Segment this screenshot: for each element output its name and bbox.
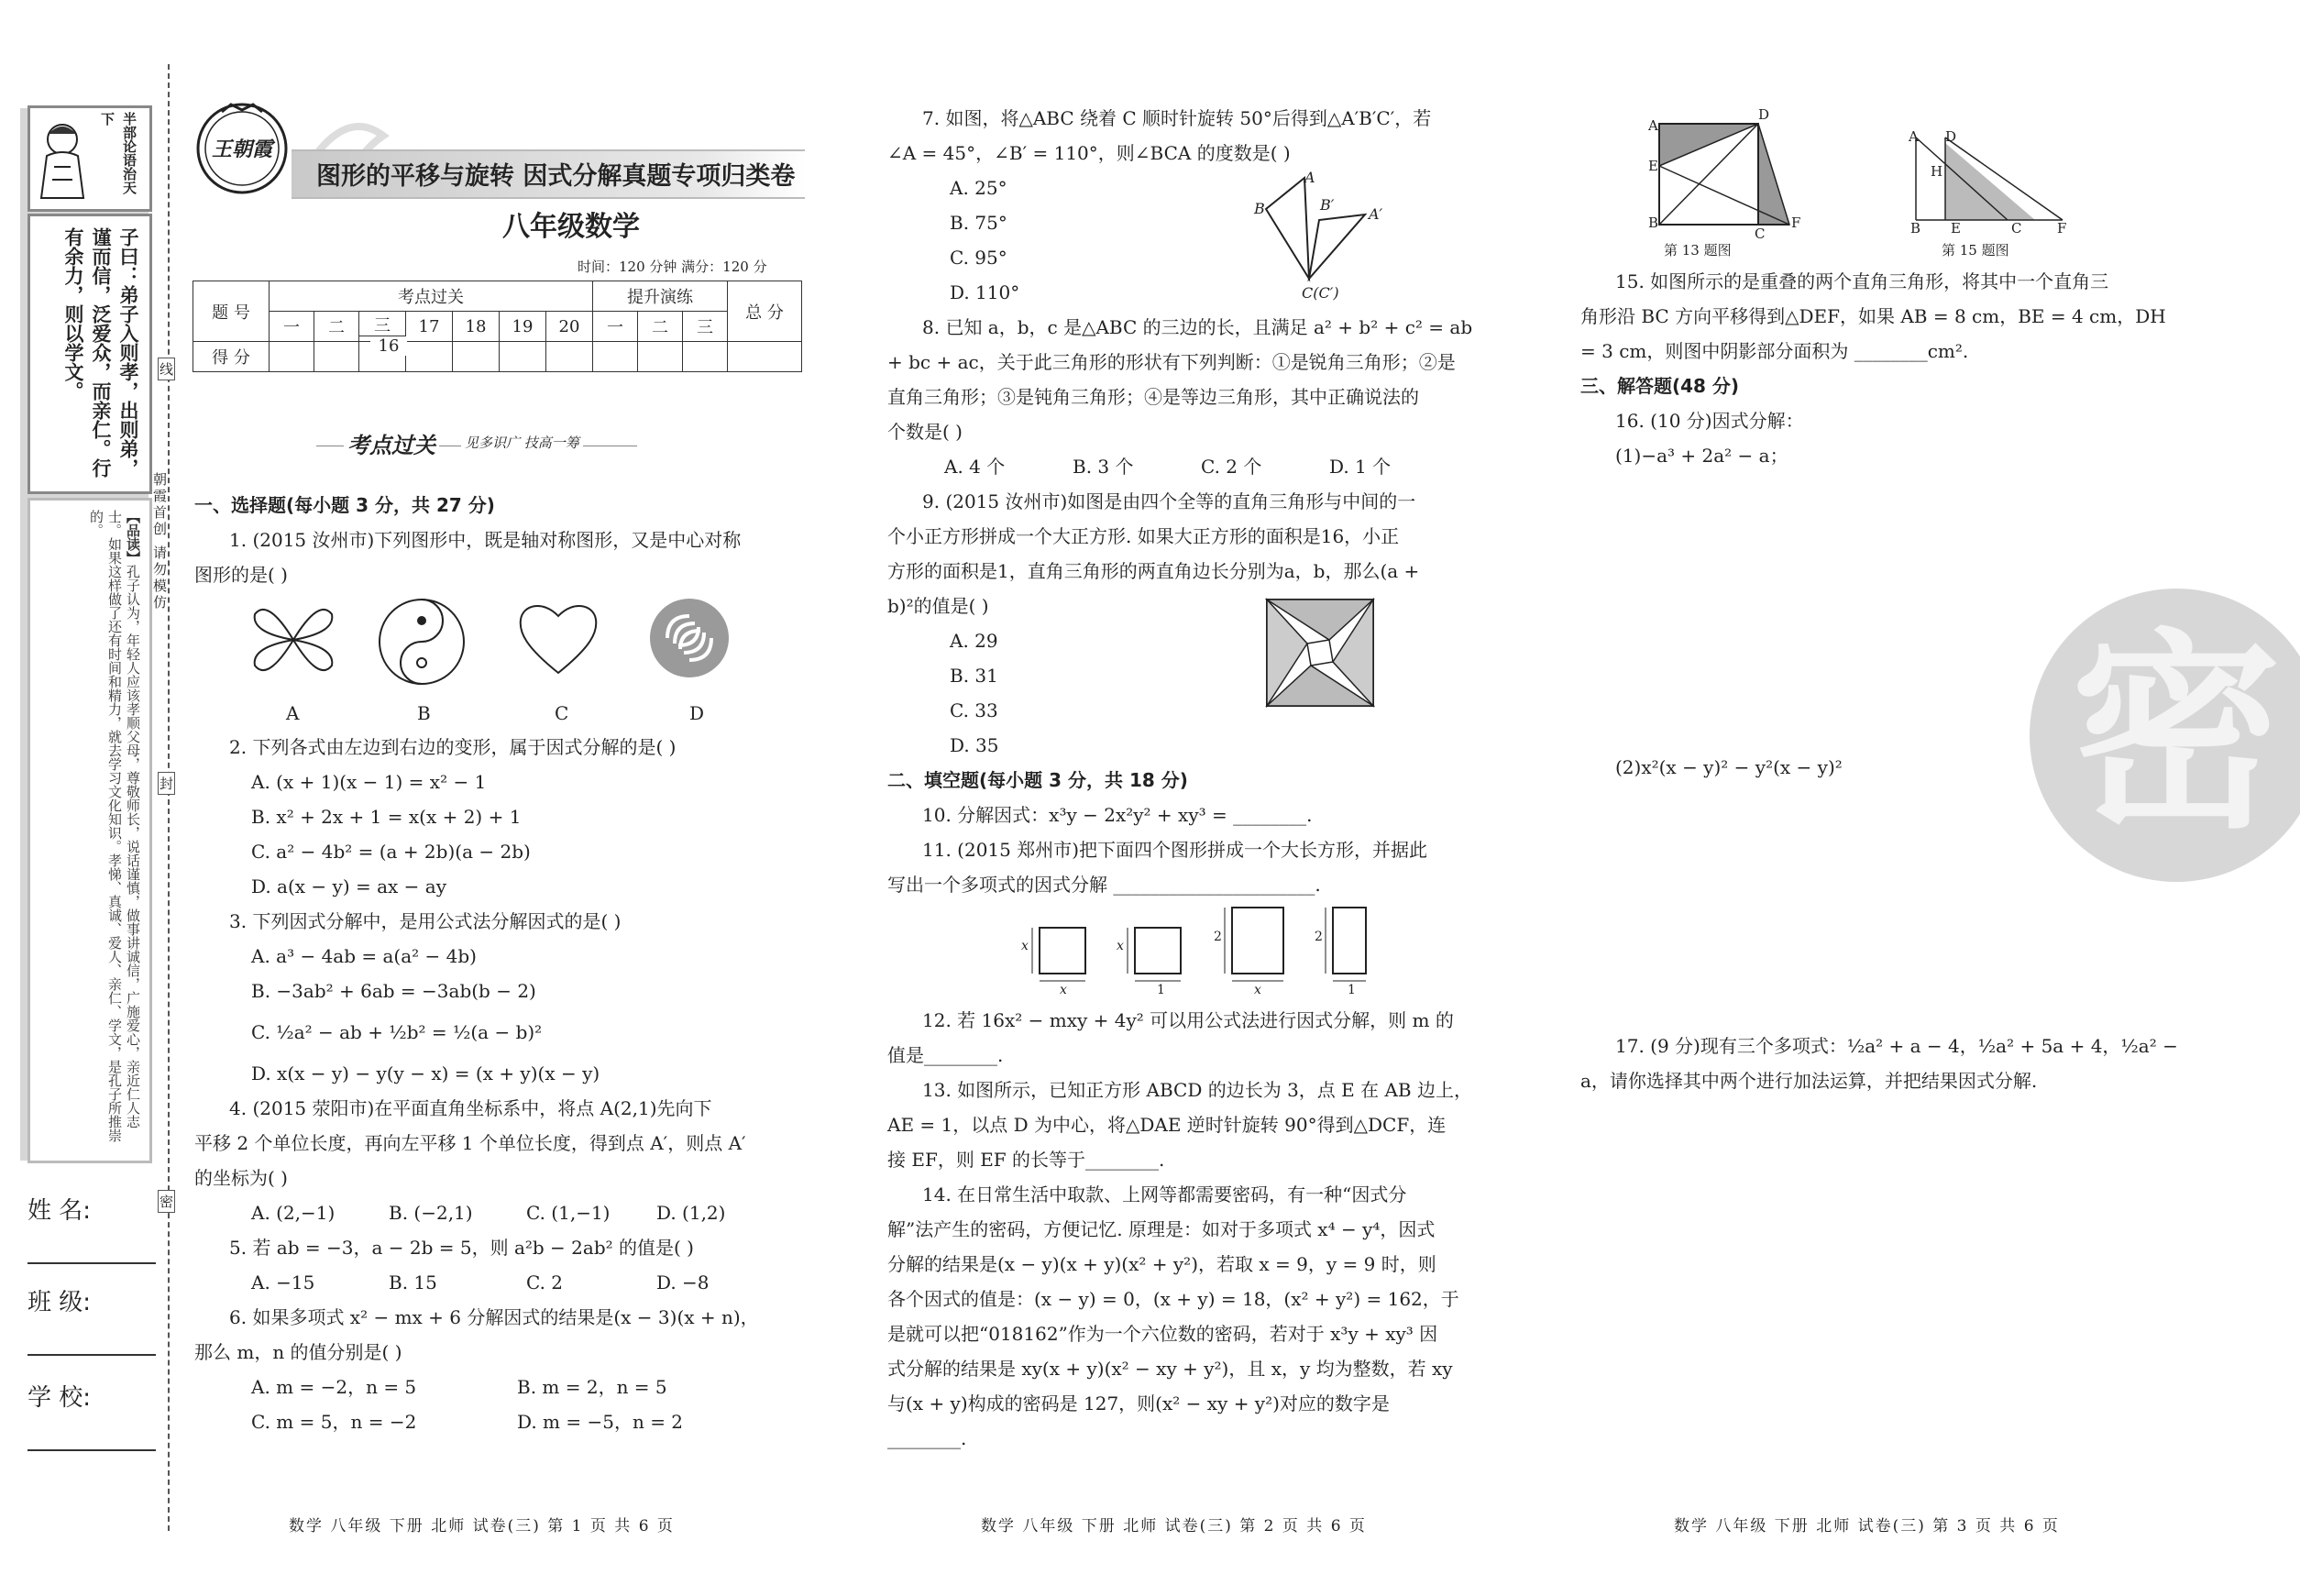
q2-option-c: C. a² − 4b² = (a + 2b)(a − 2b) — [251, 841, 531, 863]
q3-stem: 3. 下列因式分解中，是用公式法分解因式的是( ) — [229, 910, 622, 932]
q6-option-a: A. m = −2，n = 5 — [251, 1376, 417, 1398]
q1-label-d: D — [689, 702, 705, 724]
q15-line3: = 3 cm，则图中阴影部分面积为 ________cm². — [1580, 340, 1969, 362]
q9-block — [887, 623, 1511, 763]
q7-option-b: B. 75° — [950, 212, 1007, 234]
subject-title: 八年级数学 — [502, 211, 640, 243]
q10-stem: 10. 分解因式：x³y − 2x²y² + xy³ = ________. — [922, 804, 1313, 826]
q16-stem: 16. (10 分)因式分解： — [1615, 410, 1804, 432]
score-cell[interactable] — [728, 342, 802, 372]
q6-option-b: B. m = 2，n = 5 — [517, 1376, 667, 1398]
name-field[interactable] — [28, 1192, 160, 1283]
quote-box — [28, 214, 152, 494]
page1-footer: 数学 八年级 下册 北师 试卷(三) 第 1 页 共 6 页 — [289, 1517, 675, 1535]
col-18: 19 — [500, 312, 546, 342]
score-cell[interactable] — [314, 342, 359, 372]
q7-block — [887, 171, 1511, 310]
q7-line1: 7. 如图，将△ABC 绕着 C 顺时针旋转 50°后得到△A′B′C′，若 — [922, 107, 1432, 129]
q7-label-a-prime: A′ — [1369, 205, 1383, 223]
pindu-body: 孔子认为，年轻人应该孝顺父母，尊敬师长，说话谨慎，做事讲诚信，广施爱心，亲近仁人志士。如果这样做了还有时间和精力，就去学习文化知识。孝悌、真诚、爱人、亲仁、学文，是孔子所推崇的。 — [88, 510, 141, 1142]
q1-label-c: C — [555, 702, 569, 724]
q7-option-c: C. 95° — [950, 247, 1007, 269]
q16-part2: (2)x²(x − y)² − y²(x − y)² — [1615, 756, 1843, 778]
q2-option-b: B. x² + 2x + 1 = x(x + 2) + 1 — [251, 806, 522, 828]
fig15-label-a: A — [1909, 128, 1919, 145]
q14-line1: 14. 在日常生活中取款、上网等都需要密码，有一种“因式分 — [922, 1183, 1407, 1205]
fig13-label-d: D — [1758, 106, 1770, 123]
col-16-fixed: 16 — [370, 336, 407, 356]
q7-line2: ∠A = 45°，∠B′ = 110°，则∠BCA 的度数是( ) — [887, 142, 1291, 164]
q7-label-a: A — [1304, 169, 1315, 186]
col-t2: 二 — [638, 312, 683, 342]
q11-figures — [887, 902, 1511, 1003]
pindu-text — [87, 510, 142, 1151]
score-cell[interactable] — [406, 342, 453, 372]
q4-line3: 的坐标为( ) — [194, 1167, 288, 1189]
q4-options — [194, 1195, 818, 1230]
seal-mark-feng: 封 — [158, 772, 175, 795]
q15-line1: 15. 如图所示的是重叠的两个直角三角形，将其中一个直角三 — [1615, 270, 2109, 292]
col-2: 二 — [314, 312, 359, 342]
score-cell[interactable] — [683, 342, 728, 372]
q14-line2: 解”法产生的密码，方便记忆. 原理是：如对于多项式 x⁴ − y⁴，因式 — [887, 1218, 1436, 1240]
q6-options-row1 — [194, 1370, 818, 1404]
fig13-label-b: B — [1648, 215, 1659, 231]
score-cell[interactable] — [500, 342, 546, 372]
q12-line2: 值是________. — [887, 1044, 1004, 1066]
school-field[interactable] — [28, 1379, 160, 1474]
q8-option-d: D. 1 个 — [1329, 456, 1392, 478]
q2-stem: 2. 下列各式由左边到右边的变形，属于因式分解的是( ) — [229, 736, 677, 758]
q1-fig-a-petals-icon — [249, 596, 337, 684]
q3-option-a: A. a³ − 4ab = a(a² − 4b) — [251, 945, 477, 967]
fig13-label-a: A — [1648, 117, 1658, 134]
q1-figures — [249, 592, 818, 702]
q6-line1: 6. 如果多项式 x² − mx + 6 分解因式的结果是(x − 3)(x + n)， — [229, 1306, 759, 1328]
q11-label-1: x — [1021, 939, 1029, 953]
col-1: 一 — [270, 312, 314, 342]
section3-heading: 三、解答题(48 分) — [1580, 375, 1740, 397]
score-table — [193, 281, 802, 372]
q14-line3: 分解的结果是(x − y)(x + y)(x² + y²)，若取 x = 9，y = 9 时，则 — [887, 1253, 1436, 1275]
q7-label-b-prime: B′ — [1320, 196, 1335, 214]
score-cell[interactable] — [453, 342, 500, 372]
group-kaodian: 考点过关 — [270, 281, 593, 312]
col-t1: 一 — [593, 312, 638, 342]
col-t3: 三 — [683, 312, 728, 342]
row-label-number: 题 号 — [193, 281, 270, 342]
q1-fig-d-logo-icon — [647, 596, 732, 680]
q17-line1: 17. (9 分)现有三个多项式：½a² + a − 4，½a² + 5a + 4，½a² − — [1615, 1035, 2178, 1057]
q14-line8: ________. — [887, 1427, 967, 1449]
copyright-note: 朝霞首创 请勿模仿 — [151, 472, 168, 611]
q11-label-2: x — [1060, 983, 1067, 997]
q15-line2: 角形沿 BC 方向平移得到△DEF，如果 AB = 8 cm，BE = 4 cm，DH — [1580, 305, 2166, 327]
q11-label-3: x — [1117, 939, 1124, 953]
confucius-figure-icon — [36, 116, 89, 202]
q8-option-a: A. 4 个 — [944, 456, 1006, 478]
sub-three: 三 — [359, 317, 405, 336]
q5-option-a: A. −15 — [251, 1271, 315, 1293]
q14-line6: 式分解的结果是 xy(x + y)(x² − xy + y²)，且 x，y 均为整数，若 xy — [887, 1358, 1453, 1380]
q13-line3: 接 EF，则 EF 的长等于________. — [887, 1149, 1165, 1171]
q7-label-b: B — [1254, 200, 1265, 217]
q1-line2: 图形的是( ) — [194, 564, 288, 586]
q17-line2: a，请你选择其中两个进行加法运算，并把结果因式分解. — [1580, 1070, 2038, 1092]
page1-content — [194, 488, 818, 1439]
q9-line4: b)²的值是( ) — [887, 595, 989, 617]
section-banner — [316, 427, 637, 458]
q7-label-c: C(C′) — [1302, 284, 1339, 302]
q9-option-c: C. 33 — [950, 699, 998, 721]
q1-fig-b-yinyang-icon — [376, 596, 468, 688]
q2-option-d: D. a(x − y) = ax − ay — [251, 875, 446, 897]
q8-options — [887, 449, 1511, 484]
q6-options-row2 — [194, 1404, 818, 1439]
q9-line1: 9. (2015 汝州市)如图是由四个全等的直角三角形与中间的一 — [922, 490, 1416, 512]
fig15-label-e: E — [1951, 220, 1961, 237]
q7-option-d: D. 110° — [950, 281, 1020, 303]
q1-line1: 1. (2015 汝州市)下列图形中，既是轴对称图形，又是中心对称 — [229, 529, 742, 551]
q1-label-b: B — [417, 702, 431, 724]
q11-rect-shapes — [1025, 902, 1392, 1003]
pindu-label: 【品读】 — [125, 510, 141, 565]
sidebar — [28, 105, 149, 1160]
q3-option-d: D. x(x − y) − y(y − x) = (x + y)(x − y) — [251, 1062, 600, 1084]
q5-option-d: D. −8 — [656, 1271, 710, 1293]
q13-line1: 13. 如图所示，已知正方形 ABCD 的边长为 3，点 E 在 AB 边上， — [922, 1079, 1472, 1101]
fig15-label-d: D — [1945, 128, 1957, 145]
q4-option-c: C. (1,−1) — [526, 1202, 611, 1224]
watermark-seal — [2030, 589, 2300, 882]
quote-text: 子曰：弟子入则孝，出则弟，谨而信，泛爱众，而亲仁。行有余力，则以学文。 — [62, 227, 139, 478]
score-cell[interactable] — [270, 342, 314, 372]
logo-text: 王朝霞 — [211, 138, 272, 161]
group-tisheng: 提升演练 — [593, 281, 728, 312]
name-label: 姓 名: — [28, 1197, 92, 1225]
page3-footer: 数学 八年级 下册 北师 试卷(三) 第 3 页 共 6 页 — [1674, 1517, 2060, 1535]
q11-label-8: 1 — [1348, 983, 1356, 997]
watermark-char: 密 — [2070, 612, 2282, 857]
q12-line1: 12. 若 16x² − mxy + 4y² 可以用公式法进行因式分解，则 m 的 — [922, 1009, 1454, 1031]
fig15-label-b: B — [1910, 220, 1921, 237]
q11-line1: 11. (2015 郑州市)把下面四个图形拼成一个大长方形，并据此 — [922, 839, 1428, 861]
fig15-label-c: C — [2011, 220, 2022, 237]
q7-option-a: A. 25° — [950, 177, 1007, 199]
header-title: 图形的平移与旋转 因式分解真题专项归类卷 — [316, 162, 796, 191]
score-cell[interactable] — [546, 342, 593, 372]
q4-option-a: A. (2,−1) — [251, 1202, 336, 1224]
q11-label-7: 2 — [1315, 930, 1323, 944]
class-field[interactable] — [28, 1283, 160, 1379]
q5-options — [194, 1265, 818, 1300]
q6-option-c: C. m = 5，n = −2 — [251, 1411, 417, 1433]
section2-heading: 二、填空题(每小题 3 分，共 18 分) — [887, 769, 1188, 791]
score-cell[interactable] — [593, 342, 638, 372]
banner-sub: 见多识广 技高一筹 — [461, 433, 583, 452]
page2-footer: 数学 八年级 下册 北师 试卷(三) 第 2 页 共 6 页 — [981, 1517, 1367, 1535]
banner-title: 考点过关 — [344, 427, 439, 459]
total-label: 总 分 — [728, 281, 802, 342]
logo — [194, 101, 290, 196]
q4-option-b: B. (−2,1) — [389, 1202, 473, 1224]
q11-label-6: x — [1254, 983, 1261, 997]
fig13-square — [1650, 115, 1797, 234]
fig15-label-f: F — [2057, 220, 2067, 237]
section1-heading: 一、选择题(每小题 3 分，共 27 分) — [194, 494, 495, 516]
time-info: 时间：120 分钟 满分：120 分 — [578, 259, 767, 275]
q1-fig-c-heart-icon — [517, 596, 600, 678]
q9-option-a: A. 29 — [950, 630, 998, 652]
fig13-label-c: C — [1755, 226, 1766, 242]
q3-option-c: C. ½a² − ab + ½b² = ½(a − b)² — [251, 1021, 543, 1043]
fig13-caption: 第 13 题图 — [1664, 242, 1732, 259]
q9-line2: 个小正方形拼成一个大正方形. 如果大正方形的面积是16，小正 — [887, 525, 1400, 547]
q13-line2: AE = 1，以点 D 为中心，将△DAE 逆时针旋转 90°得到△DCF，连 — [887, 1114, 1447, 1136]
q14-line7: 与(x + y)构成的密码是 127，则(x² − xy + y²)对应的数字是 — [887, 1392, 1390, 1414]
student-fields — [28, 1192, 160, 1474]
seal-line — [168, 64, 170, 1531]
fig15-caption: 第 15 题图 — [1942, 242, 2009, 259]
q5-option-c: C. 2 — [526, 1271, 564, 1293]
q4-option-d: D. (1,2) — [656, 1202, 726, 1224]
q11-label-4: 1 — [1157, 983, 1165, 997]
q11-label-5: 2 — [1214, 930, 1222, 944]
q14-line4: 各个因式的值是：(x − y) = 0，(x + y) = 18，(x² + y²) = 162，于 — [887, 1288, 1459, 1310]
col-16: 17 — [406, 312, 453, 342]
pindu-box — [28, 498, 152, 1163]
q6-line2: 那么 m，n 的值分别是( ) — [194, 1341, 402, 1363]
col-19: 20 — [546, 312, 593, 342]
fig15-label-h: H — [1931, 163, 1943, 180]
q14-line5: 是就可以把“018162”作为一个六位数的密码，若对于 x³y + xy³ 因 — [887, 1323, 1438, 1345]
q9-option-b: B. 31 — [950, 665, 998, 687]
q4-line2: 平移 2 个单位长度，再向左平移 1 个单位长度，得到点 A′，则点 A′ — [194, 1132, 746, 1154]
fig13-label-f: F — [1791, 215, 1801, 231]
seal-mark-mi: 密 — [158, 1190, 175, 1213]
col-17: 18 — [453, 312, 500, 342]
q8-line1: 8. 已知 a，b，c 是△ABC 的三边的长，且满足 a² + b² + c² = ab — [922, 316, 1473, 338]
q5-option-b: B. 15 — [389, 1271, 437, 1293]
q3-option-b: B. −3ab² + 6ab = −3ab(b − 2) — [251, 980, 536, 1002]
q8-line4: 个数是( ) — [887, 421, 963, 443]
q1-option-labels — [194, 702, 818, 730]
q5-stem: 5. 若 ab = −3，a − 2b = 5，则 a²b − 2ab² 的值是( ) — [229, 1237, 694, 1259]
q8-line2: + bc + ac，关于此三角形的形状有下列判断：①是锐角三角形；②是 — [887, 351, 1456, 373]
fig13-label-e: E — [1648, 158, 1658, 174]
seal-mark-xian: 线 — [158, 358, 175, 380]
q8-line3: 直角三角形；③是钝角三角形；④是等边三角形，其中正确说法的 — [887, 386, 1419, 408]
q6-option-d: D. m = −5，n = 2 — [517, 1411, 684, 1433]
motto-box — [28, 105, 152, 212]
motto-small: 半部论语治天下 — [99, 112, 138, 194]
q9-option-d: D. 35 — [950, 734, 999, 756]
q8-option-c: C. 2 个 — [1201, 456, 1262, 478]
score-cell[interactable] — [638, 342, 683, 372]
q11-line2: 写出一个多项式的因式分解 ______________________. — [887, 874, 1321, 896]
class-label: 班 级: — [28, 1289, 92, 1316]
page2-content — [887, 101, 1511, 1456]
q2-option-a: A. (x + 1)(x − 1) = x² − 1 — [251, 771, 487, 793]
q16-part1: (1)−a³ + 2a² − a； — [1615, 445, 1788, 467]
q4-line1: 4. (2015 荥阳市)在平面直角坐标系中，将点 A(2,1)先向下 — [229, 1097, 712, 1119]
q1-label-a: A — [286, 702, 300, 724]
school-label: 学 校: — [28, 1384, 92, 1412]
q9-square-figure — [1265, 598, 1375, 708]
q8-option-b: B. 3 个 — [1073, 456, 1134, 478]
q9-line3: 方形的面积是1，直角三角形的两直角边长分别为a，b，那么(a + — [887, 560, 1420, 582]
row-label-score: 得 分 — [193, 342, 270, 372]
